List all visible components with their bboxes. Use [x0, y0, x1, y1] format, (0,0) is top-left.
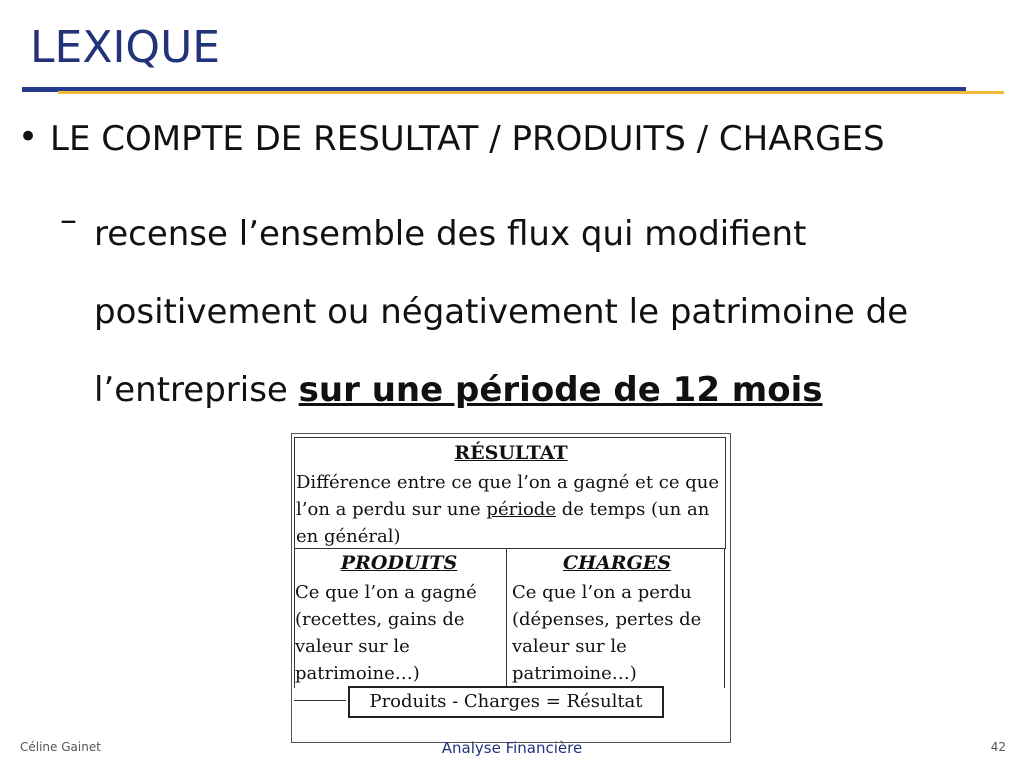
produits-title: PRODUITS	[340, 552, 458, 574]
resultat-cell	[294, 437, 726, 548]
sub-bullet-line-1: recense l’ensemble des flux qui modifient	[94, 214, 807, 254]
table-divider-vertical	[506, 548, 507, 688]
sub-bullet-line-3-plain: l’entreprise	[94, 370, 299, 410]
bullet-marker: •	[18, 117, 39, 157]
sub-bullet-text	[94, 195, 994, 429]
footer-author: Céline Gainet	[20, 740, 101, 754]
sub-bullet-line-3	[94, 351, 994, 429]
produits-description: Ce que l’on a gagné (recettes, gains de valeur sur le patrimoine…)	[295, 582, 477, 684]
charges-title: CHARGES	[562, 552, 672, 574]
resultat-table	[294, 437, 726, 739]
formula-box: Produits - Charges = Résultat	[348, 686, 664, 718]
resultat-description	[296, 469, 724, 550]
table-bottom-stub-line	[294, 700, 346, 701]
resultat-desc-part1: Différence entre ce que l’on a gagné et ce que l’on a perdu sur une	[296, 472, 719, 520]
sub-bullet-line-2: positivement ou négativement le patrimoine de	[94, 292, 909, 332]
resultat-table-image	[291, 433, 731, 743]
slide-title: LEXIQUE	[30, 22, 221, 73]
bullet-text: LE COMPTE DE RESULTAT / PRODUITS / CHARGES	[50, 119, 885, 159]
charges-description: Ce que l’on a perdu (dépenses, pertes de valeur sur le patrimoine…)	[512, 582, 702, 684]
footer-course: Analyse Financière	[441, 739, 583, 757]
resultat-title: RÉSULTAT	[454, 442, 568, 464]
sub-bullet-dash: –	[60, 200, 77, 240]
footer-page-number: 42	[990, 740, 1006, 754]
table-divider-horizontal	[294, 548, 726, 549]
resultat-desc-underlined: période	[486, 499, 556, 520]
title-underline-gold	[58, 91, 1004, 94]
sub-bullet-emphasis: sur une période de 12 mois	[298, 370, 823, 410]
resultat-desc-part2: de temps (un an en général)	[296, 499, 710, 547]
